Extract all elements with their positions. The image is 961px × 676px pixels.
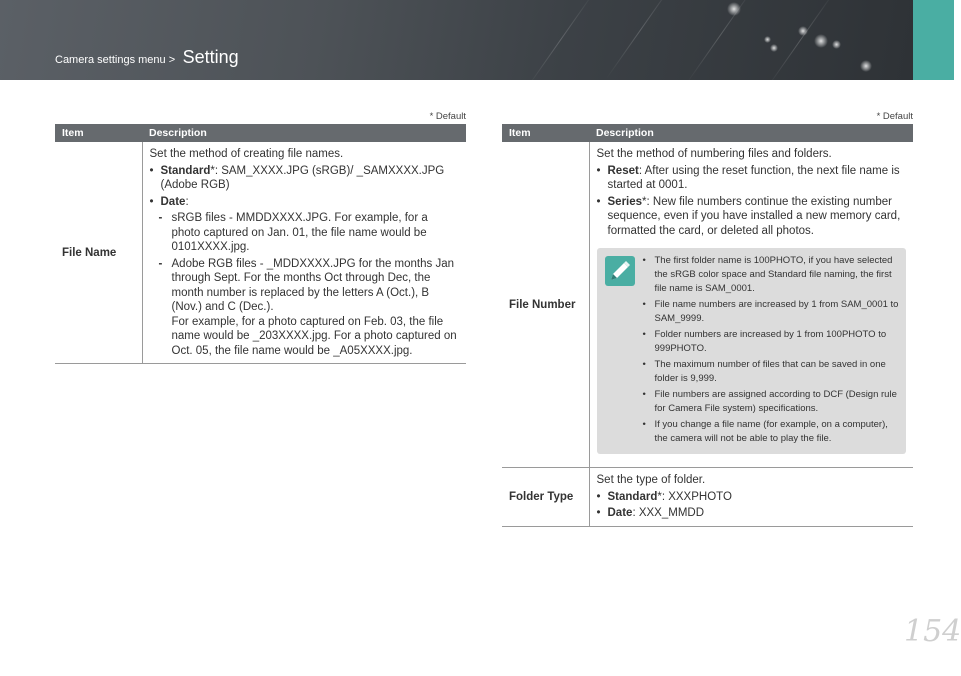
date-sub-item: [159, 257, 460, 359]
banner-streak: [526, 0, 596, 89]
option-standard: [150, 164, 460, 193]
page-number: 154: [904, 614, 961, 649]
pencil-note-icon-graphic: [605, 256, 635, 286]
option-text: : XXX_MMDD: [632, 507, 705, 519]
banner-sparkle: [764, 36, 771, 43]
description-intro: Set the method of creating file names.: [149, 148, 344, 160]
option-date: [150, 195, 460, 210]
description-intro: Set the type of folder.: [596, 474, 706, 486]
option-text: : After using the reset function, the next file name is started at 0001.: [607, 164, 900, 191]
option-reset: [597, 164, 907, 193]
description-intro: Set the method of numbering files and folders.: [596, 148, 832, 160]
option-label: Standard: [160, 164, 211, 177]
default-note: * Default: [876, 111, 913, 122]
description-cell: [142, 142, 466, 364]
breadcrumb: [55, 47, 239, 68]
note-item: • Folder numbers are increased by 1 from 100PHOTO to 999PHOTO.: [643, 328, 901, 356]
option-standard: [597, 490, 907, 505]
file-number-table-section: [502, 110, 913, 527]
column-header-description: Description: [589, 124, 913, 142]
option-text: *: SAM_XXXX.JPG (sRGB)/ _SAMXXXX.JPG (Adobe RGB): [160, 164, 445, 191]
date-sub-item: - sRGB files - MMDDXXXX.JPG. For example, for a photo captured on Jan. 01, the file name would be 0101XXXX.jpg.: [159, 211, 460, 255]
banner-sparkle: [860, 60, 872, 72]
option-label: Series: [607, 195, 643, 208]
note-item: • The first folder name is 100PHOTO, if you have selected the sRGB color space and Standard file naming, the first file name is SAM_0001.: [643, 254, 901, 296]
sub-item-text: - Adobe RGB files - _MDDXXXX.JPG for the months Jan through Sept. For the months Oct through Dec, the month number is replaced by the letters A (Oct.), B (Nov.) and C (Dec.).: [171, 257, 455, 313]
pencil-note-icon: [605, 256, 635, 286]
option-text: *: XXXPHOTO: [657, 490, 732, 503]
item-folder-type: Folder Type: [502, 468, 589, 527]
table-row: [502, 142, 913, 468]
option-text: *: New file numbers continue the existing number sequence, even if you have installed a new memory card, formatted the card, or deleted all photos.: [607, 195, 901, 237]
note-item: • If you change a file name (for example, on a computer), the camera will not be able to play the file.: [643, 418, 901, 446]
default-note: * Default: [429, 111, 466, 122]
table-row: [502, 468, 913, 527]
option-label: Standard: [607, 490, 658, 503]
column-header-item: Item: [55, 124, 142, 142]
description-cell: [589, 468, 913, 527]
banner-sparkle: [727, 2, 741, 16]
settings-table: [55, 124, 466, 364]
option-label: Reset: [607, 164, 639, 177]
breadcrumb-parent: Camera settings menu >: [55, 54, 176, 66]
banner-sparkle: [770, 44, 778, 52]
banner-sparkle: [798, 26, 808, 36]
file-name-table-section: [55, 110, 466, 364]
option-series: [597, 195, 907, 239]
note-box: [597, 248, 907, 454]
table-header-row: [502, 124, 913, 142]
option-label: Date: [607, 507, 633, 519]
banner-streak: [686, 0, 756, 84]
chapter-tab: [913, 0, 954, 80]
item-file-name: File Name: [55, 142, 142, 364]
banner-sparkle: [832, 40, 841, 49]
banner-streak: [606, 0, 676, 79]
column-header-description: Description: [142, 124, 466, 142]
description-cell: [589, 142, 913, 468]
note-item: • File name numbers are increased by 1 from SAM_0001 to SAM_9999.: [643, 298, 901, 326]
table-header-row: [55, 124, 466, 142]
sub-item-text: For example, for a photo captured on Feb. 03, the file name would be _203XXXX.jpg. For a photo captured on Oct. 05, the file name would be _A05XXXX.jpg.: [171, 315, 457, 357]
settings-table: [502, 124, 913, 527]
table-row: [55, 142, 466, 364]
note-item: • File numbers are assigned according to DCF (Design rule for Camera File system) specifications.: [643, 388, 901, 416]
page-title: Setting: [182, 47, 239, 67]
header-banner: [0, 0, 913, 80]
option-label: Date: [160, 195, 186, 208]
option-text: :: [185, 195, 189, 208]
note-item: • The maximum number of files that can be saved in one folder is 9,999.: [643, 358, 901, 386]
item-file-number: File Number: [502, 142, 589, 468]
banner-sparkle: [814, 34, 828, 48]
column-header-item: Item: [502, 124, 589, 142]
option-date: [597, 506, 907, 521]
